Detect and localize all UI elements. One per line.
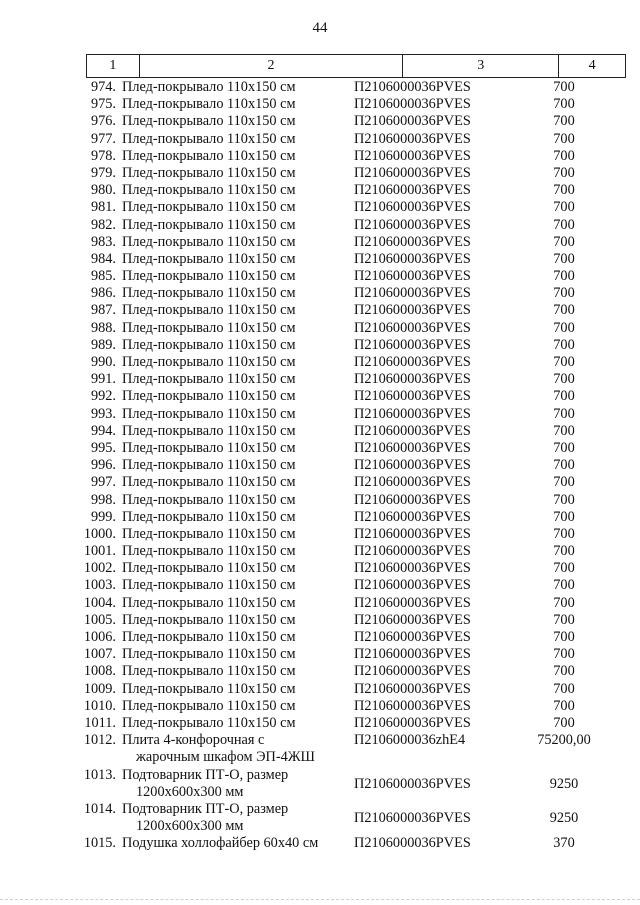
row-item-name	[122, 96, 354, 113]
row-item-name	[122, 474, 354, 491]
row-number: 991.	[90, 371, 116, 388]
row-number: 1004.	[83, 594, 116, 611]
row-item-value: 9250	[549, 775, 579, 792]
row-item-value: 700	[553, 336, 575, 353]
row-item-value: 700	[553, 629, 575, 645]
row-number: 1014.	[83, 800, 116, 817]
row-item-value: 700	[553, 697, 575, 714]
row-item-name	[122, 560, 354, 577]
row-item-name-line: Плед-покрывало 110х150 см	[122, 474, 296, 491]
row-item-name-line: Плед-покрывало 110х150 см	[122, 371, 296, 388]
row-item-code: П2106000036PVES	[354, 285, 471, 302]
row-item-value: 700	[553, 611, 575, 628]
row-item-name-line: Плед-покрывало 110х150 см	[122, 302, 296, 319]
table-row	[0, 767, 640, 801]
row-item-value: 700	[553, 96, 575, 113]
row-item-name-line: Плед-покрывало 110х150 см	[122, 663, 296, 680]
row-item-name	[122, 457, 354, 474]
row-item-value: 700	[553, 216, 575, 233]
row-number: 1009.	[83, 680, 116, 697]
row-item-name-line: Плед-покрывало 110х150 см	[122, 354, 296, 370]
row-number: 978.	[90, 147, 116, 164]
row-item-value: 370	[553, 835, 575, 852]
row-item-value: 700	[553, 474, 575, 491]
row-item-name	[122, 492, 354, 509]
row-number: 997.	[90, 474, 116, 491]
row-number: 1012.	[83, 732, 116, 749]
row-item-name-line: Плед-покрывало 110х150 см	[122, 199, 296, 216]
table-row	[0, 217, 640, 234]
row-item-code: П2106000036PVES	[354, 250, 471, 267]
row-item-name-line: Плед-покрывало 110х150 см	[122, 388, 296, 405]
table-row	[0, 354, 640, 371]
row-item-name-line: Плед-покрывало 110х150 см	[122, 611, 296, 628]
row-number: 1007.	[83, 646, 116, 663]
row-item-code: П2106000036PVES	[354, 371, 471, 388]
table-row	[0, 560, 640, 577]
row-item-name-line: Подушка холлофайбер 60х40 см	[122, 835, 319, 852]
row-item-code: П2106000036PVES	[354, 268, 471, 285]
row-item-code: П2106000036PVES	[354, 714, 471, 731]
row-item-value: 700	[553, 508, 575, 525]
row-item-code: П2106000036PVES	[354, 457, 471, 474]
row-item-name-line: Плед-покрывало 110х150 см	[122, 268, 296, 285]
row-item-value: 700	[553, 268, 575, 285]
row-item-value: 700	[553, 113, 575, 130]
row-item-code: П2106000036PVES	[354, 96, 471, 113]
row-item-name-line: Плед-покрывало 110х150 см	[122, 233, 296, 250]
row-item-code: П2106000036PVES	[354, 525, 471, 542]
row-item-code: П2106000036PVES	[354, 405, 471, 422]
row-item-value: 75200,00	[537, 732, 591, 749]
row-item-name	[122, 354, 354, 371]
row-item-name	[122, 337, 354, 354]
row-number: 990.	[90, 354, 116, 370]
row-item-code: П2106000036PVES	[354, 336, 471, 353]
row-item-name-line: Подтоварник ПТ-О, размер	[122, 766, 289, 783]
table-row	[0, 96, 640, 113]
row-item-code: П2106000036PVES	[354, 577, 471, 594]
row-item-name-line: Плед-покрывало 110х150 см	[122, 130, 296, 147]
row-item-name	[122, 543, 354, 560]
row-item-name-line: Плед-покрывало 110х150 см	[122, 182, 296, 199]
table-row	[0, 612, 640, 629]
row-item-name-continuation: 1200х600х300 мм	[136, 783, 244, 800]
row-item-name	[122, 767, 354, 801]
row-item-name	[122, 251, 354, 268]
row-item-value: 700	[553, 130, 575, 147]
table-row	[0, 577, 640, 594]
row-item-code: П2106000036PVES	[354, 319, 471, 336]
row-item-name-line: Плед-покрывало 110х150 см	[122, 714, 296, 731]
row-number: 1015.	[83, 835, 116, 852]
row-item-value: 700	[553, 525, 575, 542]
row-number: 1003.	[83, 577, 116, 594]
row-item-value: 700	[553, 405, 575, 422]
row-item-value: 700	[553, 680, 575, 697]
row-item-value: 700	[553, 439, 575, 456]
header-col-2: 2	[140, 55, 404, 77]
row-item-code: П2106000036PVES	[354, 182, 471, 199]
row-item-name	[122, 732, 354, 766]
header-col-1: 1	[86, 55, 140, 77]
row-item-name	[122, 612, 354, 629]
row-item-code: П2106000036PVES	[354, 543, 471, 560]
row-number: 999.	[90, 508, 116, 525]
row-item-name	[122, 406, 354, 423]
row-item-name-line: Плед-покрывало 110х150 см	[122, 336, 296, 353]
row-item-code: П2106000036PVES	[354, 775, 471, 792]
table-row	[0, 509, 640, 526]
row-item-code: П2106000036zhE4	[354, 732, 466, 749]
row-number: 995.	[90, 439, 116, 456]
row-number: 994.	[90, 422, 116, 439]
row-item-value: 700	[553, 182, 575, 199]
table-row	[0, 182, 640, 199]
row-item-value: 700	[553, 560, 575, 577]
row-number: 980.	[90, 182, 116, 199]
table-row	[0, 320, 640, 337]
row-item-name-line: Плед-покрывало 110х150 см	[122, 697, 296, 714]
row-number: 1006.	[83, 629, 116, 645]
row-item-code: П2106000036PVES	[354, 113, 471, 130]
row-item-name	[122, 698, 354, 715]
row-item-name-continuation: 1200х600х300 мм	[136, 818, 244, 835]
row-item-name-line: Плед-покрывало 110х150 см	[122, 525, 296, 542]
row-item-code: П2106000036PVES	[354, 663, 471, 680]
row-item-name	[122, 423, 354, 440]
table-row	[0, 131, 640, 148]
table-row	[0, 457, 640, 474]
row-number: 986.	[90, 285, 116, 302]
table-row	[0, 285, 640, 302]
row-item-name-line: Плед-покрывало 110х150 см	[122, 405, 296, 422]
row-item-value: 700	[553, 302, 575, 319]
table-row	[0, 371, 640, 388]
row-item-name	[122, 646, 354, 663]
table-row	[0, 681, 640, 698]
row-item-value: 700	[553, 250, 575, 267]
row-item-value: 700	[553, 285, 575, 302]
row-item-value: 700	[553, 663, 575, 680]
row-item-value: 700	[553, 543, 575, 560]
header-col-3: 3	[403, 55, 559, 77]
row-item-value: 700	[553, 594, 575, 611]
row-item-name	[122, 217, 354, 234]
table-row	[0, 423, 640, 440]
row-item-name	[122, 234, 354, 251]
header-col-4: 4	[559, 55, 626, 77]
row-number: 998.	[90, 491, 116, 508]
row-number: 977.	[90, 130, 116, 147]
row-item-name	[122, 302, 354, 319]
table-row	[0, 715, 640, 732]
row-item-name-line: Плед-покрывало 110х150 см	[122, 577, 296, 594]
row-item-name-line: Плед-покрывало 110х150 см	[122, 646, 296, 663]
table-row	[0, 629, 640, 646]
table-row	[0, 440, 640, 457]
row-item-name	[122, 131, 354, 148]
row-item-name	[122, 440, 354, 457]
row-number: 1010.	[83, 697, 116, 714]
row-item-name-line: Плед-покрывало 110х150 см	[122, 543, 296, 560]
row-item-code: П2106000036PVES	[354, 302, 471, 319]
table-row	[0, 337, 640, 354]
row-number: 987.	[90, 302, 116, 319]
table-row	[0, 835, 640, 852]
row-item-name	[122, 681, 354, 698]
table-row	[0, 663, 640, 680]
row-number: 984.	[90, 250, 116, 267]
row-item-value: 700	[553, 577, 575, 594]
row-item-code: П2106000036PVES	[354, 835, 471, 852]
table-row	[0, 801, 640, 835]
table-row	[0, 474, 640, 491]
row-item-code: П2106000036PVES	[354, 422, 471, 439]
row-item-name-line: Плед-покрывало 110х150 см	[122, 629, 296, 645]
table-row	[0, 113, 640, 130]
row-item-name	[122, 835, 354, 852]
row-item-name	[122, 801, 354, 835]
row-item-value: 700	[553, 79, 575, 95]
row-number: 989.	[90, 336, 116, 353]
row-item-name-line: Плед-покрывало 110х150 см	[122, 319, 296, 336]
row-item-name	[122, 526, 354, 543]
row-item-name-continuation: жарочным шкафом ЭП-4ЖШ	[136, 749, 315, 766]
row-number: 988.	[90, 319, 116, 336]
row-item-code: П2106000036PVES	[354, 646, 471, 663]
row-item-name-line: Плед-покрывало 110х150 см	[122, 147, 296, 164]
row-item-value: 700	[553, 714, 575, 731]
row-item-value: 700	[553, 233, 575, 250]
row-item-name	[122, 285, 354, 302]
row-number: 1008.	[83, 663, 116, 680]
row-number: 979.	[90, 164, 116, 181]
row-number: 1000.	[83, 525, 116, 542]
row-item-code: П2106000036PVES	[354, 560, 471, 577]
row-item-name	[122, 199, 354, 216]
row-number: 1005.	[83, 611, 116, 628]
row-item-code: П2106000036PVES	[354, 594, 471, 611]
row-number: 982.	[90, 216, 116, 233]
table-header	[86, 54, 626, 78]
row-item-name	[122, 113, 354, 130]
row-item-name-line: Плед-покрывало 110х150 см	[122, 250, 296, 267]
row-item-name-line: Плед-покрывало 110х150 см	[122, 680, 296, 697]
row-item-name-line: Плед-покрывало 110х150 см	[122, 96, 296, 113]
row-item-code: П2106000036PVES	[354, 147, 471, 164]
row-item-name-line: Плед-покрывало 110х150 см	[122, 457, 296, 474]
row-item-value: 700	[553, 147, 575, 164]
row-item-name-line: Плед-покрывало 110х150 см	[122, 216, 296, 233]
table-row	[0, 543, 640, 560]
table-row	[0, 732, 640, 766]
row-item-value: 700	[553, 422, 575, 439]
row-item-name-line: Плед-покрывало 110х150 см	[122, 560, 296, 577]
row-item-code: П2106000036PVES	[354, 680, 471, 697]
row-number: 985.	[90, 268, 116, 285]
row-number: 974.	[90, 79, 116, 95]
row-item-value: 700	[553, 491, 575, 508]
row-item-name-line: Плед-покрывало 110х150 см	[122, 439, 296, 456]
row-item-value: 700	[553, 388, 575, 405]
row-number: 992.	[90, 388, 116, 405]
row-item-code: П2106000036PVES	[354, 130, 471, 147]
row-item-name-line: Плед-покрывало 110х150 см	[122, 113, 296, 130]
table-row	[0, 165, 640, 182]
row-item-name-line: Плед-покрывало 110х150 см	[122, 164, 296, 181]
row-item-name-line: Плед-покрывало 110х150 см	[122, 79, 296, 95]
table-row	[0, 234, 640, 251]
row-item-code: П2106000036PVES	[354, 474, 471, 491]
row-item-name	[122, 715, 354, 732]
table-row	[0, 268, 640, 285]
row-item-name	[122, 148, 354, 165]
row-item-value: 700	[553, 354, 575, 370]
row-item-value: 9250	[549, 809, 579, 826]
row-item-code: П2106000036PVES	[354, 388, 471, 405]
row-number: 976.	[90, 113, 116, 130]
row-item-code: П2106000036PVES	[354, 79, 471, 95]
row-item-name	[122, 371, 354, 388]
row-item-name	[122, 595, 354, 612]
row-item-name	[122, 79, 354, 96]
row-item-name-line: Плед-покрывало 110х150 см	[122, 594, 296, 611]
table-row	[0, 251, 640, 268]
page-number: 44	[312, 20, 328, 36]
row-number: 1002.	[83, 560, 116, 577]
row-item-value: 700	[553, 199, 575, 216]
row-item-code: П2106000036PVES	[354, 439, 471, 456]
row-item-code: П2106000036PVES	[354, 354, 471, 370]
row-number: 983.	[90, 233, 116, 250]
row-item-code: П2106000036PVES	[354, 611, 471, 628]
row-number: 1001.	[83, 543, 116, 560]
table-row	[0, 526, 640, 543]
row-item-name	[122, 629, 354, 646]
table-row	[0, 148, 640, 165]
row-item-name-line: Плед-покрывало 110х150 см	[122, 491, 296, 508]
row-item-name-line: Плита 4-конфорочная с	[122, 732, 265, 749]
row-item-name	[122, 268, 354, 285]
table-row	[0, 302, 640, 319]
table-row	[0, 646, 640, 663]
row-number: 1013.	[83, 766, 116, 783]
row-item-name	[122, 165, 354, 182]
table-row	[0, 595, 640, 612]
row-item-code: П2106000036PVES	[354, 216, 471, 233]
table-row	[0, 492, 640, 509]
table-row	[0, 406, 640, 423]
row-number: 975.	[90, 96, 116, 113]
row-item-name	[122, 663, 354, 680]
row-number: 993.	[90, 405, 116, 422]
table-row	[0, 199, 640, 216]
page-edge-line	[0, 899, 640, 900]
row-item-code: П2106000036PVES	[354, 164, 471, 181]
row-item-value: 700	[553, 319, 575, 336]
row-item-name	[122, 182, 354, 199]
row-item-name-line: Плед-покрывало 110х150 см	[122, 508, 296, 525]
row-item-code: П2106000036PVES	[354, 491, 471, 508]
table-row	[0, 698, 640, 715]
row-item-code: П2106000036PVES	[354, 629, 471, 645]
row-item-name	[122, 577, 354, 594]
row-item-name-line: Подтоварник ПТ-О, размер	[122, 800, 289, 817]
row-item-code: П2106000036PVES	[354, 199, 471, 216]
row-number: 996.	[90, 457, 116, 474]
row-item-value: 700	[553, 646, 575, 663]
row-item-code: П2106000036PVES	[354, 697, 471, 714]
row-number: 981.	[90, 199, 116, 216]
row-item-value: 700	[553, 371, 575, 388]
row-item-name	[122, 388, 354, 405]
row-item-code: П2106000036PVES	[354, 508, 471, 525]
row-item-value: 700	[553, 457, 575, 474]
table-row	[0, 79, 640, 96]
row-item-code: П2106000036PVES	[354, 233, 471, 250]
row-item-name	[122, 509, 354, 526]
row-number: 1011.	[84, 714, 116, 731]
row-item-name	[122, 320, 354, 337]
row-item-value: 700	[553, 164, 575, 181]
row-item-name-line: Плед-покрывало 110х150 см	[122, 422, 296, 439]
row-item-name-line: Плед-покрывало 110х150 см	[122, 285, 296, 302]
row-item-code: П2106000036PVES	[354, 809, 471, 826]
table-body	[0, 79, 640, 853]
table-row	[0, 388, 640, 405]
